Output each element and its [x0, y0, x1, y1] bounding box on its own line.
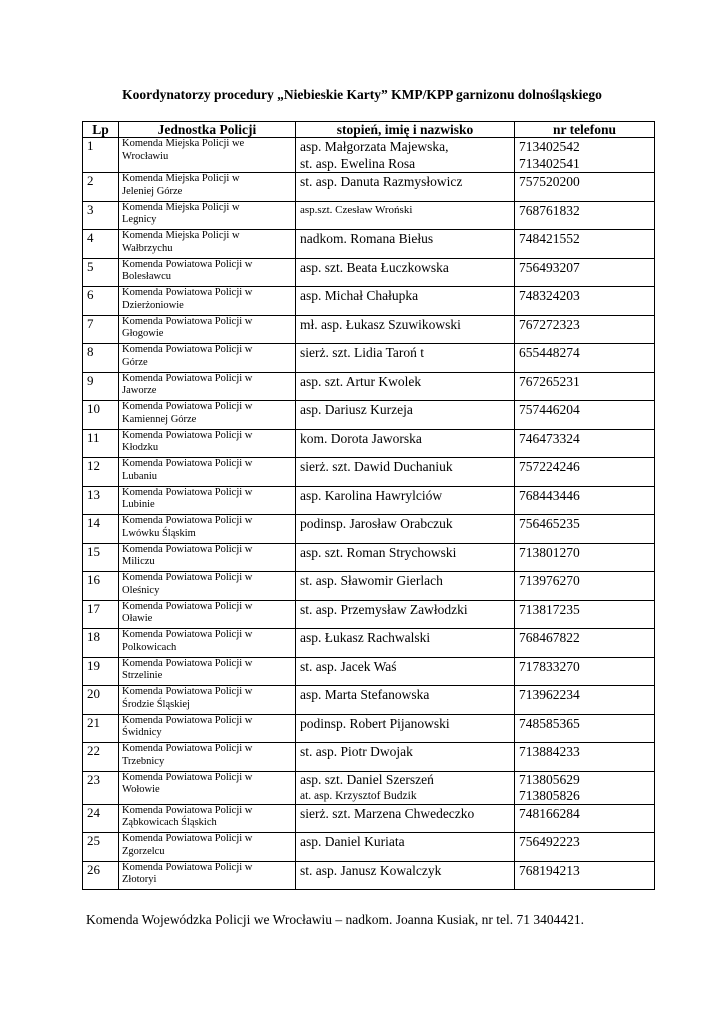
row-number: 12: [83, 458, 119, 487]
row-number: 2: [83, 173, 119, 202]
row-number: 1: [83, 138, 119, 173]
phone-cell-line: 746473324: [519, 430, 580, 446]
phone-cell: [515, 201, 655, 230]
unit-cell-line: Dzierżoniowie: [122, 299, 184, 311]
phone-cell-line: 713976270: [519, 573, 580, 588]
unit-cell: [119, 515, 296, 544]
unit-cell: [119, 572, 296, 601]
unit-cell: [119, 315, 296, 344]
phone-cell: [515, 515, 655, 544]
phone-cell-line: 713402542: [519, 139, 580, 154]
unit-cell-line: Komenda Miejska Policji w: [122, 230, 240, 241]
row-number: 5: [83, 258, 119, 287]
unit-cell-line: Komenda Powiatowa Policji w: [122, 572, 253, 583]
person-cell-line: st. asp. Przemysław Zawłodzki: [300, 601, 468, 617]
coordinators-table: [82, 121, 655, 890]
table-row: [83, 572, 655, 601]
unit-cell-line: Lubaniu: [122, 470, 157, 482]
person-cell: [296, 657, 515, 686]
table-row: [83, 230, 655, 259]
person-cell-line: asp. szt. Beata Łuczkowska: [300, 259, 449, 275]
row-number: 23: [83, 771, 119, 804]
person-cell: [296, 714, 515, 743]
unit-cell: [119, 138, 296, 173]
unit-cell: [119, 804, 296, 833]
unit-cell-line: Komenda Powiatowa Policji w: [122, 714, 253, 726]
person-cell-line: asp. Łukasz Rachwalski: [300, 630, 431, 645]
person-cell-line: mł. asp. Łukasz Szuwikowski: [300, 316, 461, 332]
row-number: 14: [83, 515, 119, 544]
table-row: [83, 804, 655, 833]
unit-cell-line: Kamiennej Górze: [122, 413, 197, 425]
table-row: [83, 629, 655, 658]
table-row: [83, 201, 655, 230]
person-cell-line: st. asp. Danuta Razmysłowicz: [300, 174, 463, 189]
unit-cell-line: Komenda Powiatowa Policji w: [122, 486, 253, 498]
unit-cell: [119, 686, 296, 715]
person-cell-line: asp. szt. Daniel Szerszeń: [300, 771, 434, 787]
row-number: 21: [83, 714, 119, 743]
person-cell: [296, 458, 515, 487]
phone-cell-line: 713805826: [519, 787, 580, 803]
person-cell-line: at. asp. Krzysztof Budzik: [300, 789, 417, 802]
unit-cell-line: Strzelinie: [122, 670, 163, 681]
phone-cell-line: 713884233: [519, 744, 580, 759]
unit-cell-line: Jaworze: [122, 385, 157, 396]
phone-cell-line: 768467822: [519, 630, 580, 645]
unit-cell-line: Legnicy: [122, 214, 157, 225]
person-cell-line: st. asp. Piotr Dwojak: [300, 744, 413, 759]
phone-cell: [515, 657, 655, 686]
unit-cell-line: Trzebnicy: [122, 755, 165, 767]
phone-cell: [515, 486, 655, 515]
unit-cell-line: Środzie Śląskiej: [122, 698, 190, 710]
row-number: 25: [83, 833, 119, 862]
unit-cell: [119, 600, 296, 629]
unit-cell-line: Górze: [122, 356, 148, 368]
unit-cell-line: Komenda Powiatowa Policji w: [122, 315, 253, 327]
unit-cell-line: Komenda Powiatowa Policji w: [122, 287, 253, 298]
unit-cell-line: Lubinie: [122, 499, 155, 510]
unit-cell: [119, 401, 296, 430]
phone-cell: [515, 258, 655, 287]
phone-cell: [515, 230, 655, 259]
unit-cell-line: Komenda Powiatowa Policji w: [122, 543, 253, 555]
table-row: [83, 833, 655, 862]
phone-cell-line: 748421552: [519, 231, 580, 246]
unit-cell: [119, 230, 296, 259]
unit-cell-line: Komenda Powiatowa Policji w: [122, 629, 253, 640]
header-unit: Jednostka Policji: [119, 122, 296, 138]
unit-cell: [119, 861, 296, 890]
unit-cell-line: Złotoryi: [122, 874, 157, 885]
person-cell: [296, 743, 515, 772]
unit-cell-line: Komenda Powiatowa Policji w: [122, 344, 253, 355]
unit-cell-line: Komenda Powiatowa Policji w: [122, 258, 253, 270]
person-cell-line: asp. Marta Stefanowska: [300, 687, 430, 702]
table-row: [83, 657, 655, 686]
unit-cell-line: Oleśnicy: [122, 584, 160, 596]
person-cell: [296, 771, 515, 804]
unit-cell-line: Bolesławcu: [122, 271, 171, 282]
person-cell: [296, 258, 515, 287]
unit-cell-line: Komenda Powiatowa Policji w: [122, 401, 253, 412]
table-body: [83, 138, 655, 890]
unit-cell-line: Wołowie: [122, 784, 160, 795]
unit-cell-line: Komenda Powiatowa Policji w: [122, 429, 253, 441]
unit-cell-line: Komenda Powiatowa Policji w: [122, 372, 253, 384]
table-row: [83, 861, 655, 890]
table-row: [83, 173, 655, 202]
phone-cell-line: 757446204: [519, 402, 580, 417]
row-number: 16: [83, 572, 119, 601]
row-number: 6: [83, 287, 119, 316]
unit-cell: [119, 743, 296, 772]
phone-cell-line: 717833270: [519, 658, 580, 674]
unit-cell: [119, 287, 296, 316]
table-row: [83, 515, 655, 544]
person-cell-line: kom. Dorota Jaworska: [300, 430, 422, 446]
unit-cell: [119, 429, 296, 458]
person-cell-line: st. asp. Ewelina Rosa: [300, 156, 416, 171]
phone-cell-line: 748585365: [519, 715, 580, 731]
person-cell: [296, 287, 515, 316]
unit-cell-line: Komenda Powiatowa Policji w: [122, 804, 253, 816]
person-cell-line: asp. Michał Chałupka: [300, 288, 419, 303]
unit-cell-line: Komenda Powiatowa Policji w: [122, 686, 253, 697]
person-cell: [296, 201, 515, 230]
person-cell-line: sierż. szt. Dawid Duchaniuk: [300, 459, 453, 474]
unit-cell-line: Komenda Miejska Policji we: [122, 138, 245, 149]
unit-cell-line: Polkowicach: [122, 641, 177, 653]
person-cell: [296, 515, 515, 544]
phone-cell: [515, 572, 655, 601]
unit-cell-line: Komenda Powiatowa Policji w: [122, 771, 253, 783]
phone-cell: [515, 861, 655, 890]
person-cell-line: nadkom. Romana Biełus: [300, 231, 434, 246]
unit-cell-line: Komenda Powiatowa Policji w: [122, 458, 253, 469]
person-cell: [296, 315, 515, 344]
unit-cell: [119, 657, 296, 686]
phone-cell: [515, 287, 655, 316]
person-cell: [296, 401, 515, 430]
person-cell-line: asp. Małgorzata Majewska,: [300, 139, 449, 154]
person-cell: [296, 486, 515, 515]
person-cell: [296, 543, 515, 572]
table-row: [83, 771, 655, 804]
unit-cell-line: Lwówku Śląskim: [122, 527, 196, 539]
person-cell-line: asp. szt. Roman Strychowski: [300, 544, 457, 560]
person-cell-line: st. asp. Janusz Kowalczyk: [300, 862, 442, 878]
phone-cell: [515, 714, 655, 743]
person-cell-line: asp.szt. Czesław Wroński: [300, 203, 413, 216]
person-cell: [296, 429, 515, 458]
person-cell: [296, 861, 515, 890]
unit-cell-line: Zgorzelcu: [122, 845, 165, 857]
table-row: [83, 543, 655, 572]
unit-cell-line: Miliczu: [122, 556, 155, 567]
unit-cell-line: Komenda Powiatowa Policji w: [122, 600, 253, 612]
person-cell: [296, 629, 515, 658]
phone-cell: [515, 315, 655, 344]
person-cell-line: asp. szt. Artur Kwolek: [300, 373, 422, 389]
phone-cell: [515, 543, 655, 572]
phone-cell-line: 713962234: [519, 687, 580, 702]
row-number: 15: [83, 543, 119, 572]
table-row: [83, 743, 655, 772]
unit-cell-line: Komenda Powiatowa Policji w: [122, 515, 253, 526]
phone-cell: [515, 743, 655, 772]
phone-cell-line: 756493207: [519, 259, 580, 275]
header-person: stopień, imię i nazwisko: [296, 122, 515, 138]
header-phone: nr telefonu: [515, 122, 655, 138]
person-cell: [296, 833, 515, 862]
person-cell: [296, 372, 515, 401]
unit-cell-line: Oławie: [122, 613, 153, 624]
header-lp: Lp: [83, 122, 119, 138]
unit-cell-line: Komenda Miejska Policji w: [122, 201, 240, 213]
table-row: [83, 138, 655, 173]
unit-cell: [119, 372, 296, 401]
row-number: 10: [83, 401, 119, 430]
unit-cell: [119, 486, 296, 515]
table-row: [83, 714, 655, 743]
unit-cell: [119, 714, 296, 743]
phone-cell: [515, 173, 655, 202]
document-title: Koordynatorzy procedury „Niebieskie Karty” KMP/KPP garnizonu dolnośląskiego: [122, 87, 602, 102]
table-row: [83, 287, 655, 316]
table-row: [83, 401, 655, 430]
phone-cell: [515, 771, 655, 804]
phone-cell-line: 655448274: [519, 345, 580, 360]
row-number: 3: [83, 201, 119, 230]
unit-cell-line: Komenda Powiatowa Policji w: [122, 833, 253, 844]
row-number: 19: [83, 657, 119, 686]
unit-cell-line: Wrocławiu: [122, 150, 169, 162]
phone-cell-line: 768443446: [519, 487, 580, 503]
phone-cell: [515, 401, 655, 430]
unit-cell-line: Komenda Powiatowa Policji w: [122, 743, 253, 754]
phone-cell-line: 768194213: [519, 862, 580, 878]
row-number: 7: [83, 315, 119, 344]
unit-cell: [119, 258, 296, 287]
unit-cell: [119, 173, 296, 202]
person-cell-line: sierż. szt. Marzena Chwedeczko: [300, 805, 475, 821]
unit-cell-line: Świdnicy: [122, 727, 162, 738]
unit-cell: [119, 344, 296, 373]
phone-cell: [515, 629, 655, 658]
row-number: 18: [83, 629, 119, 658]
person-cell-line: sierż. szt. Lidia Taroń t: [300, 345, 425, 360]
phone-cell-line: 748166284: [519, 805, 580, 821]
unit-cell-line: Komenda Powiatowa Policji w: [122, 861, 253, 873]
phone-cell-line: 756492223: [519, 834, 580, 849]
table-row: [83, 344, 655, 373]
phone-cell-line: 713817235: [519, 601, 580, 617]
person-cell-line: asp. Daniel Kuriata: [300, 834, 405, 849]
phone-cell: [515, 344, 655, 373]
unit-cell: [119, 771, 296, 804]
table-row: [83, 600, 655, 629]
row-number: 13: [83, 486, 119, 515]
person-cell: [296, 138, 515, 173]
person-cell: [296, 173, 515, 202]
phone-cell-line: 756465235: [519, 516, 580, 531]
person-cell: [296, 804, 515, 833]
unit-cell-line: Kłodzku: [122, 442, 159, 453]
phone-cell-line: 757224246: [519, 459, 580, 474]
row-number: 4: [83, 230, 119, 259]
phone-cell: [515, 600, 655, 629]
row-number: 24: [83, 804, 119, 833]
table-row: [83, 315, 655, 344]
phone-cell-line: 767272323: [519, 316, 580, 332]
phone-cell: [515, 686, 655, 715]
unit-cell-line: Wałbrzychu: [122, 242, 173, 254]
phone-cell: [515, 458, 655, 487]
person-cell-line: podinsp. Jarosław Orabczuk: [300, 516, 453, 531]
table-row: [83, 429, 655, 458]
person-cell: [296, 230, 515, 259]
person-cell: [296, 572, 515, 601]
phone-cell-line: 713805629: [519, 771, 580, 787]
phone-cell-line: 713402541: [519, 156, 580, 171]
unit-cell: [119, 629, 296, 658]
person-cell-line: asp. Karolina Hawrylciów: [300, 487, 443, 503]
phone-cell-line: 768761832: [519, 202, 580, 218]
phone-cell: [515, 804, 655, 833]
person-cell-line: st. asp. Jacek Waś: [300, 658, 397, 674]
unit-cell-line: Komenda Powiatowa Policji w: [122, 657, 253, 669]
table-row: [83, 258, 655, 287]
phone-cell-line: 748324203: [519, 288, 580, 303]
phone-cell-line: 767265231: [519, 373, 580, 389]
phone-cell: [515, 429, 655, 458]
row-number: 11: [83, 429, 119, 458]
phone-cell-line: 713801270: [519, 544, 580, 560]
unit-cell: [119, 201, 296, 230]
phone-cell: [515, 372, 655, 401]
row-number: 17: [83, 600, 119, 629]
table-row: [83, 486, 655, 515]
phone-cell: [515, 833, 655, 862]
unit-cell: [119, 833, 296, 862]
table-row: [83, 458, 655, 487]
row-number: 9: [83, 372, 119, 401]
unit-cell: [119, 458, 296, 487]
person-cell: [296, 344, 515, 373]
unit-cell-line: Głogowie: [122, 328, 164, 339]
unit-cell-line: Jeleniej Górze: [122, 185, 183, 197]
row-number: 26: [83, 861, 119, 890]
phone-cell: [515, 138, 655, 173]
person-cell: [296, 686, 515, 715]
table-row: [83, 372, 655, 401]
person-cell-line: podinsp. Robert Pijanowski: [300, 715, 450, 731]
unit-cell: [119, 543, 296, 572]
row-number: 22: [83, 743, 119, 772]
unit-cell-line: Ząbkowicach Śląskich: [122, 817, 217, 828]
table-row: [83, 686, 655, 715]
row-number: 8: [83, 344, 119, 373]
person-cell-line: st. asp. Sławomir Gierlach: [300, 573, 443, 588]
table-header-row: [83, 122, 655, 138]
person-cell-line: asp. Dariusz Kurzeja: [300, 402, 413, 417]
phone-cell-line: 757520200: [519, 174, 580, 189]
footer-note: Komenda Wojewódzka Policji we Wrocławiu – nadkom. Joanna Kusiak, nr tel. 71 3404421.: [86, 912, 585, 927]
person-cell: [296, 600, 515, 629]
row-number: 20: [83, 686, 119, 715]
unit-cell-line: Komenda Miejska Policji w: [122, 173, 240, 184]
